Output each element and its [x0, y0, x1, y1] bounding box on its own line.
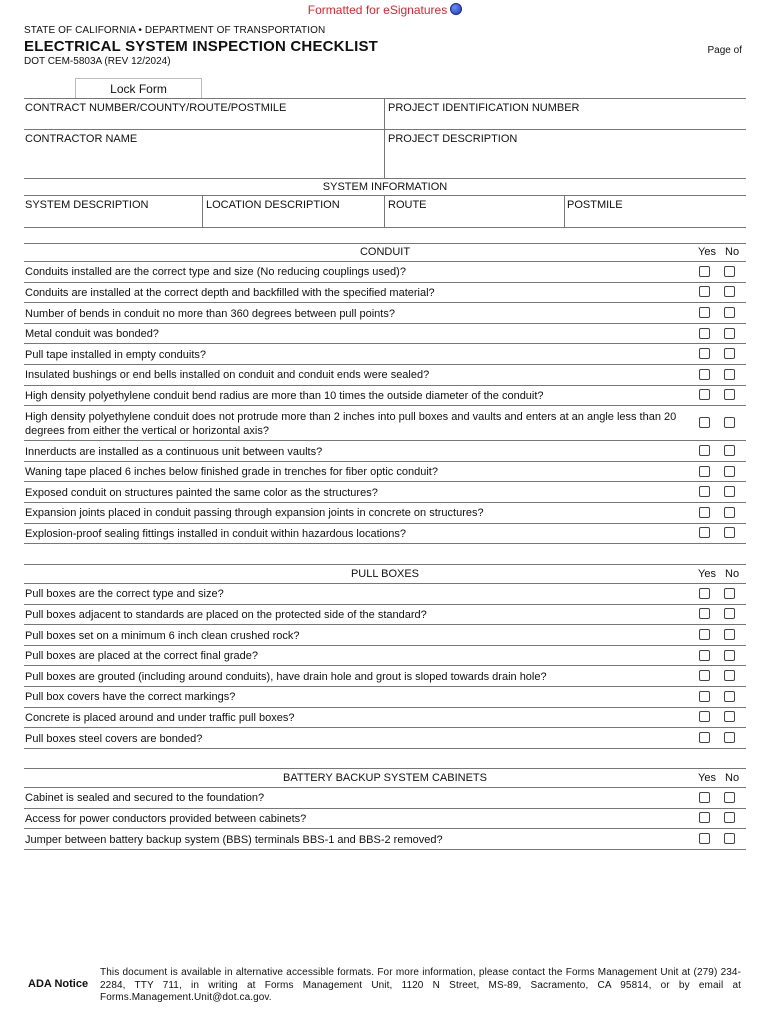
no-checkbox[interactable] — [724, 527, 735, 538]
esignature-notice — [0, 3, 770, 17]
no-checkbox[interactable] — [724, 812, 735, 823]
no-checkbox[interactable] — [724, 691, 735, 702]
no-checkbox[interactable] — [724, 369, 735, 380]
checklist-item-text: Expansion joints placed in conduit passing through expansion joints in concrete on structures? — [25, 507, 484, 520]
row-divider — [24, 502, 746, 503]
checklist-item-text: Pull box covers have the correct markings? — [25, 691, 236, 704]
contractor-name-label: CONTRACTOR NAME — [25, 133, 138, 145]
yes-checkbox[interactable] — [699, 629, 710, 640]
no-checkbox[interactable] — [724, 650, 735, 661]
row-divider — [24, 323, 746, 324]
divider — [24, 178, 746, 179]
checklist-item-text: Conduits installed are the correct type and size (No reducing couplings used)? — [25, 266, 406, 279]
checklist-item-text: Explosion-proof sealing fittings installed in conduit within hazardous locations? — [25, 527, 406, 540]
no-checkbox[interactable] — [724, 792, 735, 803]
no-header: No — [725, 568, 740, 580]
checklist-item-text: Pull boxes are placed at the correct final grade? — [25, 650, 258, 663]
route-label: ROUTE — [388, 199, 427, 211]
department-label: STATE OF CALIFORNIA • DEPARTMENT OF TRANSPORTATION — [24, 25, 326, 36]
battery-section-title: BATTERY BACKUP SYSTEM CABINETS — [283, 772, 487, 784]
no-checkbox[interactable] — [724, 266, 735, 277]
checklist-item-text: Pull boxes adjacent to standards are placed on the protected side of the standard? — [25, 608, 427, 621]
row-divider — [24, 385, 746, 386]
yes-checkbox[interactable] — [699, 711, 710, 722]
ada-notice-text: This document is available in alternative accessible formats. For more information, please contact the Forms Management Unit at (279) 234-2284, TTY 711, in writing at Forms Management Unit, 1120 N Street, MS-89, Sacramento, CA 95814, or by email at Forms.Management.Unit@dot.ca.gov. — [100, 967, 741, 1003]
row-divider — [24, 440, 746, 441]
checklist-item-text: Jumper between battery backup system (BBS) terminals BBS-1 and BBS-2 removed? — [25, 833, 443, 846]
checklist-item-text: High density polyethylene conduit bend radius are more than 10 times the outside diameter of the conduit? — [25, 389, 544, 402]
yes-header: Yes — [698, 246, 716, 258]
row-divider — [24, 583, 746, 584]
row-divider — [24, 849, 746, 850]
yes-checkbox[interactable] — [699, 691, 710, 702]
yes-checkbox[interactable] — [699, 307, 710, 318]
yes-checkbox[interactable] — [699, 833, 710, 844]
row-divider — [24, 461, 746, 462]
no-checkbox[interactable] — [724, 389, 735, 400]
system-description-label: SYSTEM DESCRIPTION — [25, 199, 149, 211]
no-checkbox[interactable] — [724, 286, 735, 297]
row-divider — [24, 523, 746, 524]
checklist-item-text: Pull boxes set on a minimum 6 inch clean crushed rock? — [25, 629, 300, 642]
system-information-title: SYSTEM INFORMATION — [322, 181, 448, 193]
checklist-item-text: Pull boxes steel covers are bonded? — [25, 732, 203, 745]
row-divider — [24, 707, 746, 708]
esignature-notice-text: Formatted for eSignatures — [307, 3, 448, 17]
divider — [24, 129, 746, 130]
yes-checkbox[interactable] — [699, 527, 710, 538]
divider — [202, 195, 203, 227]
divider — [384, 98, 385, 178]
no-checkbox[interactable] — [724, 732, 735, 743]
row-divider — [24, 624, 746, 625]
row-divider — [24, 481, 746, 482]
no-checkbox[interactable] — [724, 445, 735, 456]
conduit-section-title: CONDUIT — [359, 246, 411, 258]
checklist-item-text: Innerducts are installed as a continuous unit between vaults? — [25, 445, 323, 458]
form-title: ELECTRICAL SYSTEM INSPECTION CHECKLIST — [24, 38, 379, 55]
checklist-item-text: Pull tape installed in empty conduits? — [25, 348, 206, 361]
row-divider — [24, 727, 746, 728]
yes-checkbox[interactable] — [699, 445, 710, 456]
ada-notice-label: ADA Notice — [28, 978, 89, 990]
divider — [24, 227, 746, 228]
no-checkbox[interactable] — [724, 629, 735, 640]
divider — [24, 564, 746, 565]
divider — [24, 768, 746, 769]
checklist-item-text: Metal conduit was bonded? — [25, 328, 159, 341]
no-header: No — [725, 246, 740, 258]
no-checkbox[interactable] — [724, 507, 735, 518]
yes-checkbox[interactable] — [699, 588, 710, 599]
no-checkbox[interactable] — [724, 608, 735, 619]
row-divider — [24, 364, 746, 365]
row-divider — [24, 686, 746, 687]
divider — [564, 195, 565, 227]
yes-checkbox[interactable] — [699, 812, 710, 823]
no-checkbox[interactable] — [724, 670, 735, 681]
checklist-item-text: Access for power conductors provided between cabinets? — [25, 812, 307, 825]
row-divider — [24, 808, 746, 809]
checklist-item-text: Pull boxes are the correct type and size? — [25, 588, 224, 601]
yes-checkbox[interactable] — [699, 417, 710, 428]
yes-checkbox[interactable] — [699, 650, 710, 661]
no-checkbox[interactable] — [724, 588, 735, 599]
contract-number-label: CONTRACT NUMBER/COUNTY/ROUTE/POSTMILE — [25, 102, 287, 114]
row-divider — [24, 543, 746, 544]
row-divider — [24, 343, 746, 344]
yes-checkbox[interactable] — [699, 348, 710, 359]
no-checkbox[interactable] — [724, 348, 735, 359]
divider — [24, 195, 746, 196]
divider — [24, 98, 746, 99]
yes-checkbox[interactable] — [699, 389, 710, 400]
globe-icon — [450, 3, 462, 15]
no-checkbox[interactable] — [724, 417, 735, 428]
yes-checkbox[interactable] — [699, 466, 710, 477]
postmile-label: POSTMILE — [567, 199, 623, 211]
checklist-item-text: Waning tape placed 6 inches below finished grade in trenches for fiber optic conduit? — [25, 466, 438, 479]
checklist-item-text: Insulated bushings or end bells installed on conduit and conduit ends were sealed? — [25, 369, 430, 382]
row-divider — [24, 282, 746, 283]
pull-boxes-section-title: PULL BOXES — [350, 568, 420, 580]
page-of-label: Page of — [707, 45, 742, 56]
yes-checkbox[interactable] — [699, 266, 710, 277]
row-divider — [24, 645, 746, 646]
no-checkbox[interactable] — [724, 307, 735, 318]
checklist-item-text: Concrete is placed around and under traffic pull boxes? — [25, 711, 295, 724]
no-checkbox[interactable] — [724, 486, 735, 497]
row-divider — [24, 748, 746, 749]
row-divider — [24, 405, 746, 406]
project-description-label: PROJECT DESCRIPTION — [388, 133, 518, 145]
yes-header: Yes — [698, 568, 716, 580]
no-checkbox[interactable] — [724, 711, 735, 722]
checklist-item-text: Cabinet is sealed and secured to the foundation? — [25, 792, 265, 805]
checklist-item-text: Exposed conduit on structures painted the same color as the structures? — [25, 486, 378, 499]
no-checkbox[interactable] — [724, 466, 735, 477]
checklist-item-text: Pull boxes are grouted (including around conduits), have drain hole and grout is sloped towards drain hole? — [25, 670, 547, 683]
no-checkbox[interactable] — [724, 833, 735, 844]
row-divider — [24, 604, 746, 605]
row-divider — [24, 261, 746, 262]
yes-checkbox[interactable] — [699, 732, 710, 743]
no-header: No — [725, 772, 740, 784]
yes-checkbox[interactable] — [699, 328, 710, 339]
yes-checkbox[interactable] — [699, 507, 710, 518]
lock-form-button[interactable]: Lock Form — [75, 78, 202, 98]
checklist-item-text: High density polyethylene conduit does not protrude more than 2 inches into pull boxes and vaults and enters at an angle less than 20 degrees from either the vertical or horizontal axis? — [25, 410, 677, 437]
row-divider — [24, 665, 746, 666]
yes-checkbox[interactable] — [699, 486, 710, 497]
yes-checkbox[interactable] — [699, 608, 710, 619]
form-number: DOT CEM-5803A (REV 12/2024) — [24, 56, 171, 67]
yes-checkbox[interactable] — [699, 286, 710, 297]
row-divider — [24, 302, 746, 303]
checklist-item-text: Number of bends in conduit no more than 360 degrees between pull points? — [25, 307, 395, 320]
yes-checkbox[interactable] — [699, 369, 710, 380]
no-checkbox[interactable] — [724, 328, 735, 339]
yes-header: Yes — [698, 772, 716, 784]
yes-checkbox[interactable] — [699, 670, 710, 681]
row-divider — [24, 787, 746, 788]
checklist-item-text: Conduits are installed at the correct depth and backfilled with the specified material? — [25, 286, 435, 299]
row-divider — [24, 828, 746, 829]
location-description-label: LOCATION DESCRIPTION — [206, 199, 340, 211]
divider — [24, 243, 746, 244]
project-id-label: PROJECT IDENTIFICATION NUMBER — [388, 102, 580, 114]
divider — [384, 195, 385, 227]
yes-checkbox[interactable] — [699, 792, 710, 803]
